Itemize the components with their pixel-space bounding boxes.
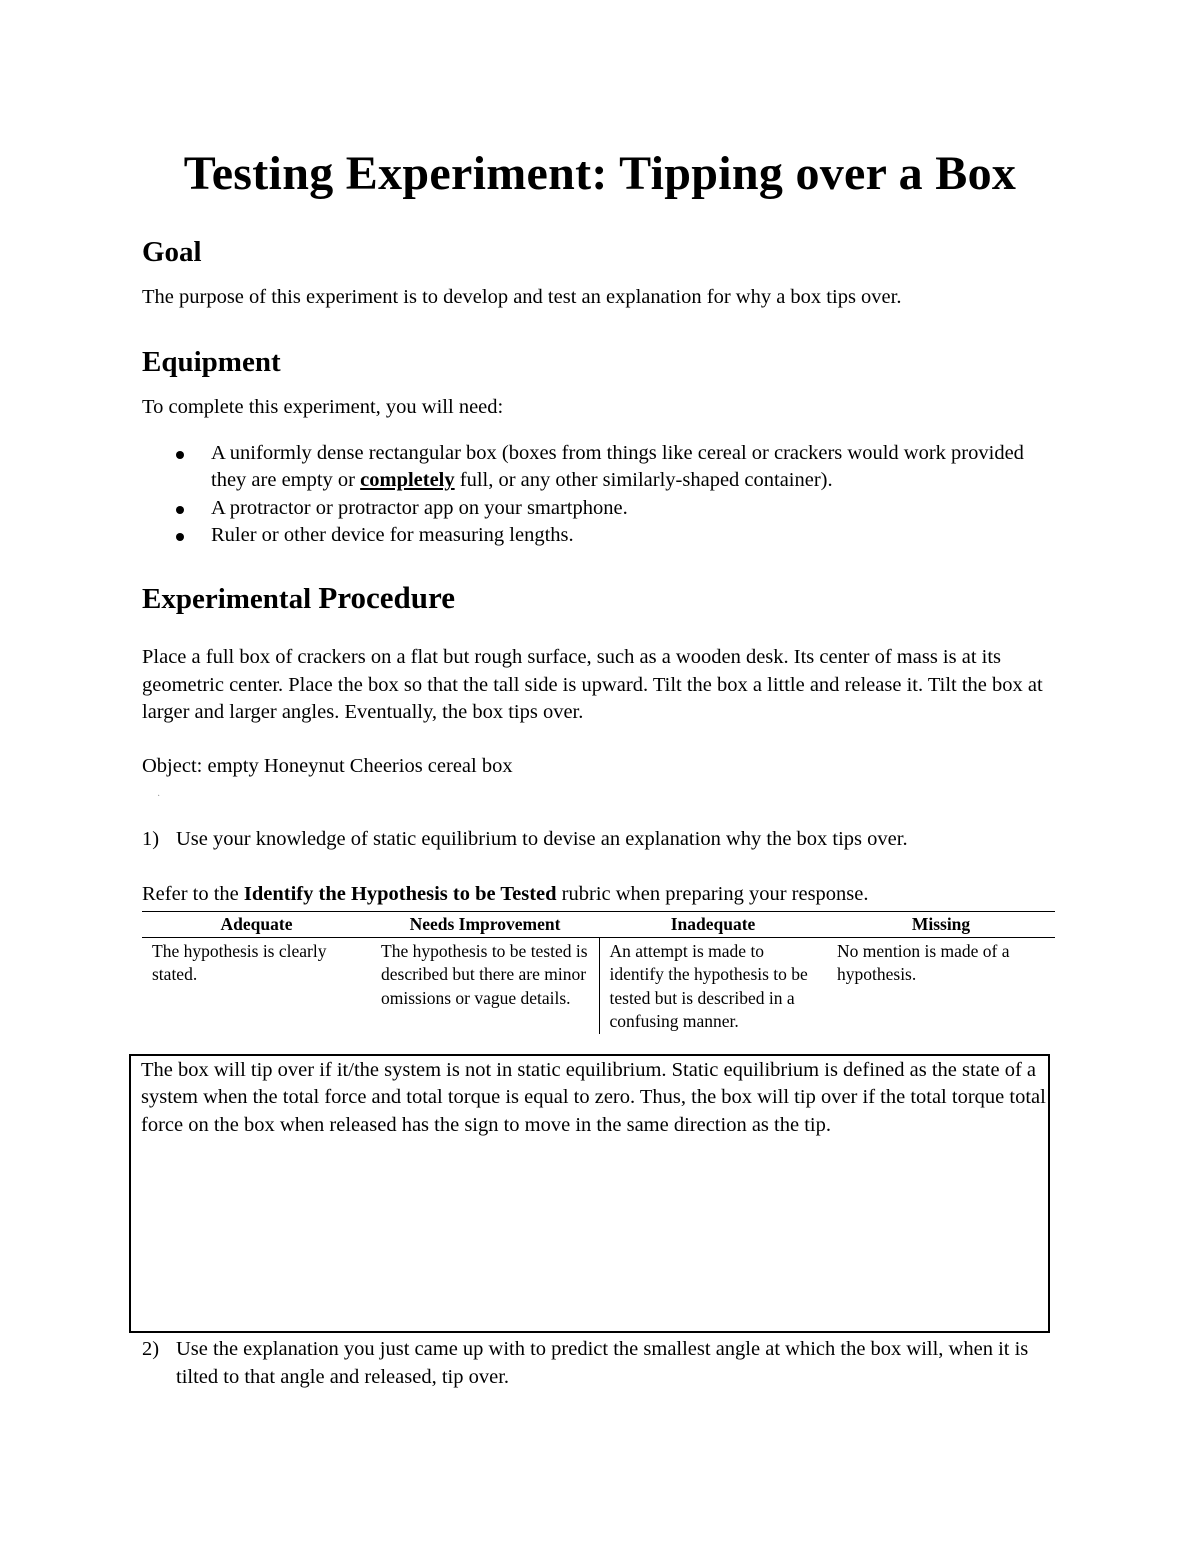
list-item: A protractor or protractor app on your smartphone. — [142, 495, 1062, 522]
rubric-header-needs-improvement: Needs Improvement — [371, 912, 599, 938]
procedure-text: Place a full box of crackers on a flat but rough surface, such as a wooden desk. Its center of mass is at its geometric center. Place the box so that the tall side is upward. Tilt the box a little and release it. Tilt the box at larger and larger angles. Eventually, the box tips over. — [142, 646, 1043, 723]
question-number: 1) — [142, 828, 160, 850]
table-row — [142, 937, 1055, 1034]
rubric-cell-inadequate: An attempt is made to identify the hypothesis to be tested but is described in a confusing manner. — [599, 937, 827, 1034]
rubric-cell-adequate: The hypothesis is clearly stated. — [152, 940, 327, 984]
equipment-list — [142, 440, 1062, 549]
list-item: A uniformly dense rectangular box (boxes from things like cereal or crackers would work provided they are empty or completely full, or any other similarly-shaped container). — [142, 440, 1062, 495]
question-number: 2) — [142, 1338, 160, 1360]
question-1 — [142, 826, 1062, 854]
procedure-heading: Experimental Procedure — [142, 580, 455, 615]
equipment-heading: Equipment — [142, 346, 281, 378]
bullet-icon — [176, 451, 184, 459]
rubric-intro: Refer to the Identify the Hypothesis to be Tested rubric when preparing your response. — [142, 883, 869, 905]
rubric-header-adequate: Adequate — [142, 912, 371, 938]
rubric-header-missing: Missing — [827, 912, 1055, 938]
equipment-intro: To complete this experiment, you will need: — [142, 396, 504, 418]
rubric-header-inadequate: Inadequate — [599, 912, 827, 938]
question-text: Use the explanation you just came up with to predict the smallest angle at which the box will, when it is tilted to that angle and released, tip over. — [176, 1338, 1029, 1388]
table-header-row — [142, 912, 1055, 938]
rubric-cell-missing: No mention is made of a hypothesis. — [837, 940, 1010, 984]
goal-heading: Goal — [142, 236, 202, 268]
question-text: Use your knowledge of static equilibrium to devise an explanation why the box tips over. — [176, 828, 908, 850]
bullet-icon — [176, 533, 184, 541]
rubric-table — [142, 911, 1055, 1034]
stray-mark: · — [157, 791, 161, 802]
rubric-cell-needs-improvement: The hypothesis to be tested is described but there are minor omissions or vague details. — [381, 940, 588, 1008]
list-item: Ruler or other device for measuring lengths. — [142, 522, 1062, 549]
question-2 — [142, 1336, 1062, 1391]
object-line: Object: empty Honeynut Cheerios cereal box — [142, 755, 513, 777]
answer-text-box[interactable]: The box will tip over if it/the system is not in static equilibrium. Static equilibrium is defined as the state of a system when the total force and total torque is equal to zero. Thus, the box will tip over if the total torque total force on the box when released has the sign to move in the same direction as the tip. — [129, 1054, 1050, 1333]
goal-text: The purpose of this experiment is to develop and test an explanation for why a box tips over. — [142, 286, 902, 308]
emphasis-completely: completely — [360, 469, 455, 492]
page-title: Testing Experiment: Tipping over a Box — [183, 147, 1017, 200]
bullet-icon — [176, 506, 184, 514]
